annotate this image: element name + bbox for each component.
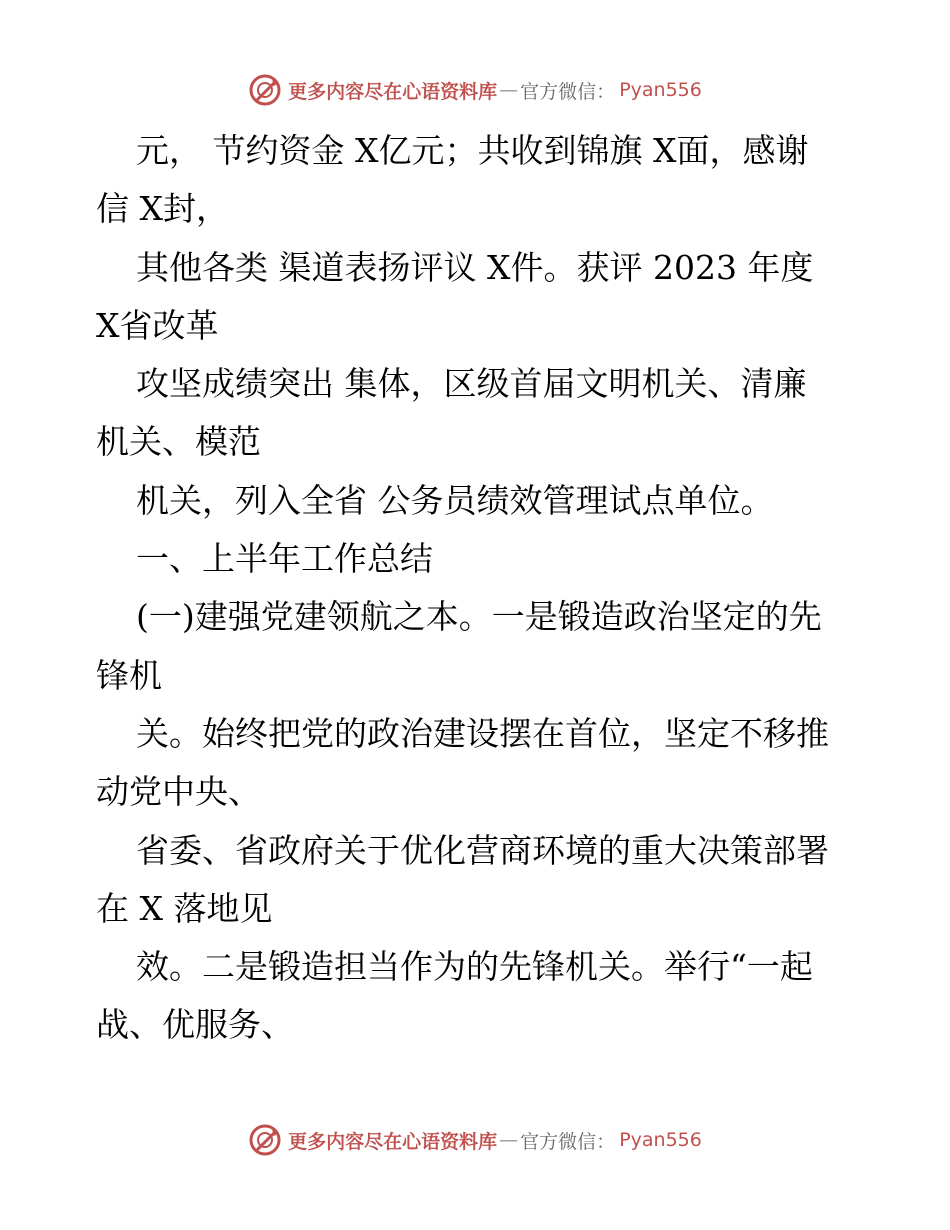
document-body bbox=[96, 122, 856, 1055]
text-line: 攻坚成绩突出 集体，区级首届文明机关、清廉 bbox=[136, 364, 807, 404]
text-line: 一、上半年工作总结 bbox=[136, 539, 433, 579]
banner-title: 更多内容尽在心语资料库 bbox=[288, 80, 498, 103]
text-line: 关。始终把党的政治建设摆在首位，坚定不移推 bbox=[136, 713, 829, 753]
banner-wechat-id: Pyan556 bbox=[619, 1129, 702, 1151]
text-line: 效。二是锻造担当作为的先锋机关。举行“一起 bbox=[136, 947, 813, 987]
text-line: 动党中央、 bbox=[96, 772, 261, 812]
text-line: 战、优服务、 bbox=[96, 1005, 294, 1045]
text-line: 在 X 落地见 bbox=[96, 888, 273, 928]
text-line: 锋机 bbox=[96, 655, 162, 695]
header-watermark-banner bbox=[0, 70, 950, 110]
footer-watermark-banner bbox=[0, 1120, 950, 1160]
banner-wechat-id: Pyan556 bbox=[619, 79, 702, 101]
text-line: 其他各类 渠道表扬评议 X件。获评 2023 年度 bbox=[136, 247, 814, 287]
text-line: 省委、省政府关于优化营商环境的重大决策部署 bbox=[136, 830, 829, 870]
pen-logo-icon bbox=[248, 1123, 282, 1157]
banner-separator: — bbox=[499, 79, 519, 101]
text-line: 元， 节约资金 X亿元；共收到锦旗 X面，感谢 bbox=[136, 131, 809, 170]
text-line: 机关，列入全省 公务员绩效管理试点单位。 bbox=[136, 480, 774, 520]
text-line: X省改革 bbox=[96, 305, 219, 345]
banner-wechat-label: 官方微信： bbox=[520, 80, 616, 103]
banner-title: 更多内容尽在心语资料库 bbox=[288, 1130, 498, 1153]
text-line: 机关、模范 bbox=[96, 422, 261, 462]
text-line: (一)建强党建领航之本。一是锻造政治坚定的先 bbox=[136, 597, 822, 637]
pen-logo-icon bbox=[248, 73, 282, 107]
text-line: 信 X封， bbox=[96, 189, 229, 229]
banner-separator: — bbox=[499, 1129, 519, 1151]
banner-wechat-label: 官方微信： bbox=[520, 1130, 616, 1153]
